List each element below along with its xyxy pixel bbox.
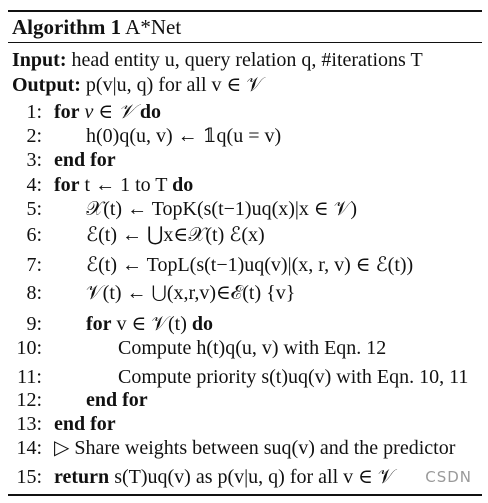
keyword-for: for xyxy=(86,313,112,335)
line-number: 14: xyxy=(16,437,42,459)
line-text: ℰ(t) ← ⋃x∈𝒳(t) ℰ(x) xyxy=(86,224,265,246)
line-number: 3: xyxy=(26,149,42,171)
line-number: 13: xyxy=(16,413,42,435)
line-number: 11: xyxy=(17,366,42,388)
line-number: 7: xyxy=(26,254,42,276)
line-number: 4: xyxy=(26,174,42,196)
keyword-end-for: end for xyxy=(54,413,116,435)
algorithm-title xyxy=(12,14,181,40)
keyword-for: for xyxy=(54,174,80,196)
line-text: 𝒳(t) ← TopK(s(t−1)uq(x)|x ∈ 𝒱) xyxy=(86,198,358,220)
line-text: h(0)q(u, v) ← 𝟙q(u = v) xyxy=(86,125,282,147)
line-text: v ∈ 𝒱(t) xyxy=(116,313,187,335)
title-rule xyxy=(8,42,482,43)
line-number: 5: xyxy=(26,198,42,220)
line-number: 1: xyxy=(26,101,42,123)
line-text: Compute h(t)q(u, v) with Eqn. 12 xyxy=(118,337,387,359)
top-rule xyxy=(8,10,482,12)
line-body xyxy=(54,147,116,173)
keyword-do: do xyxy=(172,174,194,196)
line-number: 9: xyxy=(26,313,42,335)
input-label: Input: xyxy=(12,49,67,71)
line-number: 2: xyxy=(26,125,42,147)
input-text: head entity u, query relation q, #iterations T xyxy=(71,49,423,71)
line-text: Compute priority s(t)uq(v) with Eqn. 10, 11 xyxy=(118,366,469,388)
line-number: 12: xyxy=(16,389,42,411)
keyword-for: for xyxy=(54,101,80,123)
keyword-end-for: end for xyxy=(86,389,148,411)
keyword-do: do xyxy=(191,313,214,335)
line-text: s(T)uq(v) as p(v|u, q) for all v ∈ 𝒱 xyxy=(114,466,395,488)
line-body xyxy=(54,411,116,437)
line-text: ℰ(t) ← TopL(s(t−1)uq(v)|(x, r, v) ∈ ℰ(t)) xyxy=(86,254,414,276)
output-line xyxy=(12,73,263,97)
line-text: v ∈ 𝒱 xyxy=(84,101,135,123)
keyword-do: do xyxy=(139,101,162,123)
watermark xyxy=(425,468,472,487)
input-line xyxy=(12,48,423,72)
line-body xyxy=(54,172,193,198)
line-body xyxy=(86,311,213,337)
algorithm-label: Algorithm 1 xyxy=(12,15,122,39)
line-text: t ← 1 to T xyxy=(84,174,168,196)
line-number: 15: xyxy=(16,466,42,488)
watermark-text: CSDN xyxy=(425,468,472,486)
algorithm-name: A*Net xyxy=(125,15,182,39)
line-text: 𝒱(t) ← ⋃(x,r,v)∈ℰ(t) {v} xyxy=(86,282,296,304)
line-body xyxy=(54,99,161,125)
keyword-end-for: end for xyxy=(54,149,116,171)
line-number: 10: xyxy=(16,337,42,359)
comment-text: ▷ Share weights between suq(v) and the predictor xyxy=(54,437,456,459)
line-number: 6: xyxy=(26,224,42,246)
line-body xyxy=(54,464,395,490)
line-body xyxy=(86,387,148,413)
output-label: Output: xyxy=(12,74,81,96)
bottom-rule xyxy=(8,494,482,496)
output-text: p(v|u, q) for all v ∈ 𝒱 xyxy=(85,74,264,96)
line-number: 8: xyxy=(26,282,42,304)
keyword-return: return xyxy=(54,466,110,488)
